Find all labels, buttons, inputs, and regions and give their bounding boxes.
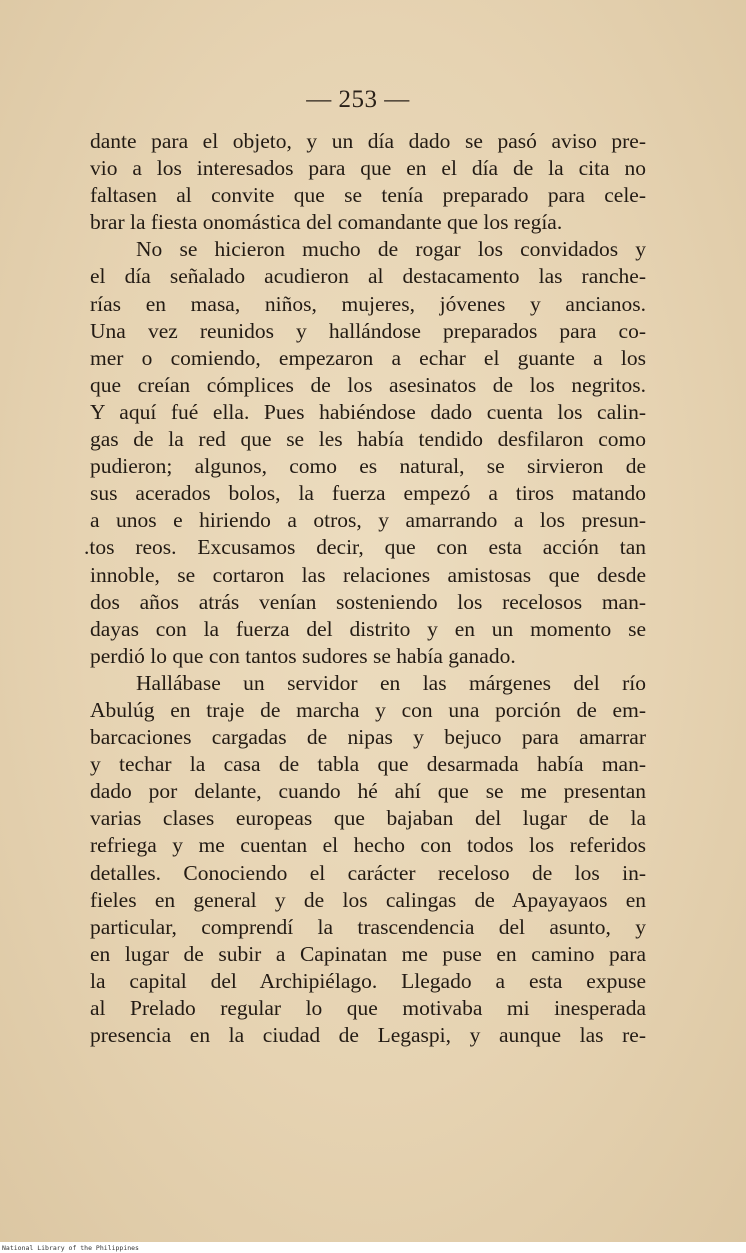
text-line: innoble, se cortaron las relaciones amistosas que desde xyxy=(90,562,646,587)
text-line: Una vez reunidos y hallándose preparados para co- xyxy=(90,318,646,343)
text-line: pudieron; algunos, como es natural, se sirvieron de xyxy=(90,454,646,479)
text-line: barcaciones cargadas de nipas y bejuco para amarrar xyxy=(90,725,646,750)
text-line: que creían cómplices de los asesinatos de los negritos. xyxy=(90,372,646,397)
text-line: a unos e hiriendo a otros, y amarrando a los presun- xyxy=(90,508,646,533)
text-line: y techar la casa de tabla que desarmada había man- xyxy=(90,752,646,777)
text-line: vio a los interesados para que en el día de la cita no xyxy=(90,156,646,181)
text-line: gas de la red que se les había tendido desfilaron como xyxy=(90,427,646,452)
text-line: dante para el objeto, y un día dado se pasó aviso pre- xyxy=(90,129,646,153)
body-text xyxy=(84,128,646,1049)
text-line: refriega y me cuentan el hecho con todos los referidos xyxy=(90,833,646,858)
text-line: Abulúg en traje de marcha y con una porción de em- xyxy=(90,697,646,722)
page-number: — 253 — xyxy=(306,86,410,113)
text-line: particular, comprendí la trascendencia del asunto, y xyxy=(90,914,646,939)
text-line: en lugar de subir a Capinatan me puse en camino para xyxy=(90,941,646,966)
text-line: sus acerados bolos, la fuerza empezó a tiros matando xyxy=(90,481,646,506)
text-line: .tos reos. Excusamos decir, que con esta acción tan xyxy=(84,535,646,560)
text-line: detalles. Conociendo el carácter receloso de los in- xyxy=(90,860,646,885)
text-line: Y aquí fué ella. Pues habiéndose dado cuenta los calin- xyxy=(90,399,646,424)
text-line: faltasen al convite que se tenía preparado para cele- xyxy=(90,183,646,208)
text-line: Hallábase un servidor en las márgenes del río xyxy=(136,670,646,695)
text-line: brar la fiesta onomástica del comandante que los regía. xyxy=(90,210,563,235)
text-line: rías en masa, niños, mujeres, jóvenes y ancianos. xyxy=(90,291,646,316)
text-line: el día señalado acudieron al destacamento las ranche- xyxy=(90,264,646,289)
text-line: dayas con la fuerza del distrito y en un momento se xyxy=(90,616,646,641)
text-line: dos años atrás venían sosteniendo los recelosos man- xyxy=(90,589,646,614)
text-line: mer o comiendo, empezaron a echar el guante a los xyxy=(90,345,646,370)
text-line: al Prelado regular lo que motivaba mi inesperada xyxy=(90,996,646,1020)
text-line: perdió lo que con tantos sudores se había ganado. xyxy=(90,643,516,668)
text-line: No se hicieron mucho de rogar los convidados y xyxy=(136,237,646,262)
text-line: varias clases europeas que bajaban del lugar de la xyxy=(90,806,646,831)
text-line: dado por delante, cuando hé ahí que se me presentan xyxy=(90,779,646,804)
footer-watermark: National Library of the Philippines xyxy=(2,1244,139,1252)
text-line: presencia en la ciudad de Legaspi, y aunque las re- xyxy=(90,1023,646,1048)
text-line: fieles en general y de los calingas de Apayayaos en xyxy=(90,887,646,912)
text-line: la capital del Archipiélago. Llegado a esta expuse xyxy=(90,968,646,993)
